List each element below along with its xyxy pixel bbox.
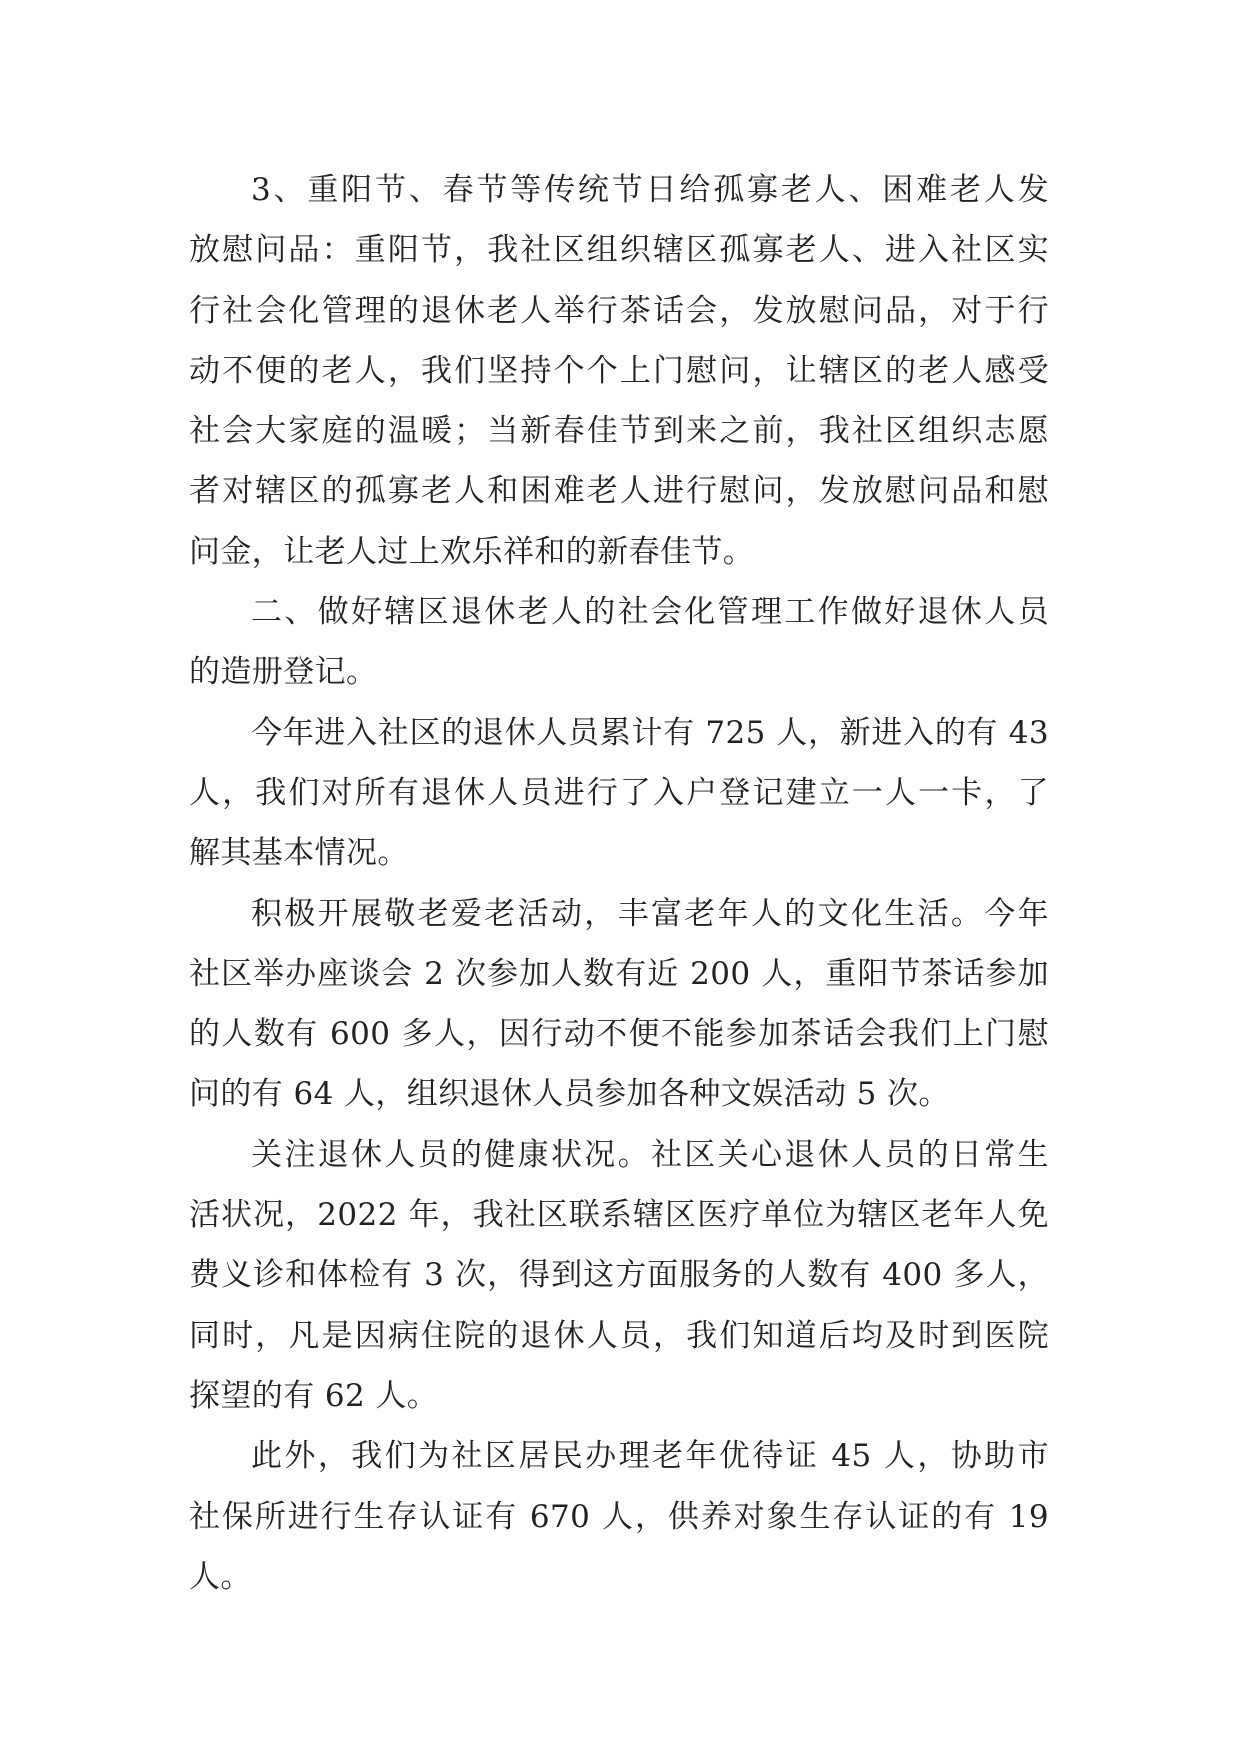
text-line: 人，我们对所有退休人员进行了入户登记建立一人一卡，了 <box>189 774 1049 811</box>
text-line: 此外，我们为社区居民办理老年优待证 45 人，协助市 <box>251 1438 1049 1475</box>
text-line: 二、做好辖区退休老人的社会化管理工作做好退休人员 <box>251 594 1049 631</box>
text-line: 社保所进行生存认证有 670 人，供养对象生存认证的有 19 <box>189 1498 1049 1535</box>
text-line: 积极开展敬老爱老活动，丰富老年人的文化生活。今年 <box>251 895 1049 932</box>
text-line: 者对辖区的孤寡老人和困难老人进行慰问，发放慰问品和慰 <box>189 473 1049 510</box>
paragraph-other-services <box>189 1426 1049 1607</box>
paragraph-activities <box>189 884 1049 1125</box>
paragraph-section-heading <box>189 582 1049 703</box>
text-line: 人。 <box>189 1558 252 1595</box>
text-line: 活状况，2022 年，我社区联系辖区医疗单位为辖区老年人免 <box>189 1197 1049 1234</box>
text-line: 解其基本情况。 <box>189 835 409 872</box>
paragraph-holiday-condolences <box>189 160 1049 582</box>
text-line: 费义诊和体检有 3 次，得到这方面服务的人数有 400 多人， <box>189 1257 1049 1294</box>
text-line: 同时，凡是因病住院的退休人员，我们知道后均及时到医院 <box>189 1317 1049 1354</box>
text-line: 关注退休人员的健康状况。社区关心退休人员的日常生 <box>251 1136 1049 1173</box>
paragraph-health <box>189 1125 1049 1426</box>
text-line: 的人数有 600 多人，因行动不便不能参加茶话会我们上门慰 <box>189 1016 1049 1053</box>
text-line: 问金，让老人过上欢乐祥和的新春佳节。 <box>189 533 755 570</box>
text-line: 动不便的老人，我们坚持个个上门慰问，让辖区的老人感受 <box>189 352 1049 389</box>
text-line: 行社会化管理的退休老人举行茶话会，发放慰问品，对于行 <box>189 292 1049 329</box>
text-line: 社会大家庭的温暖；当新春佳节到来之前，我社区组织志愿 <box>189 413 1049 450</box>
text-line: 今年进入社区的退休人员累计有 725 人，新进入的有 43 <box>251 714 1049 751</box>
document-body <box>189 160 1049 1607</box>
text-line: 社区举办座谈会 2 次参加人数有近 200 人，重阳节茶话参加 <box>189 955 1049 992</box>
text-line: 的造册登记。 <box>189 654 378 691</box>
text-line: 3、重阳节、春节等传统节日给孤寡老人、困难老人发 <box>251 172 1049 208</box>
text-line: 问的有 64 人，组织退休人员参加各种文娱活动 5 次。 <box>189 1076 950 1113</box>
text-line: 放慰问品：重阳节，我社区组织辖区孤寡老人、进入社区实 <box>189 232 1049 269</box>
paragraph-registration <box>189 703 1049 884</box>
text-line: 探望的有 62 人。 <box>189 1377 439 1414</box>
